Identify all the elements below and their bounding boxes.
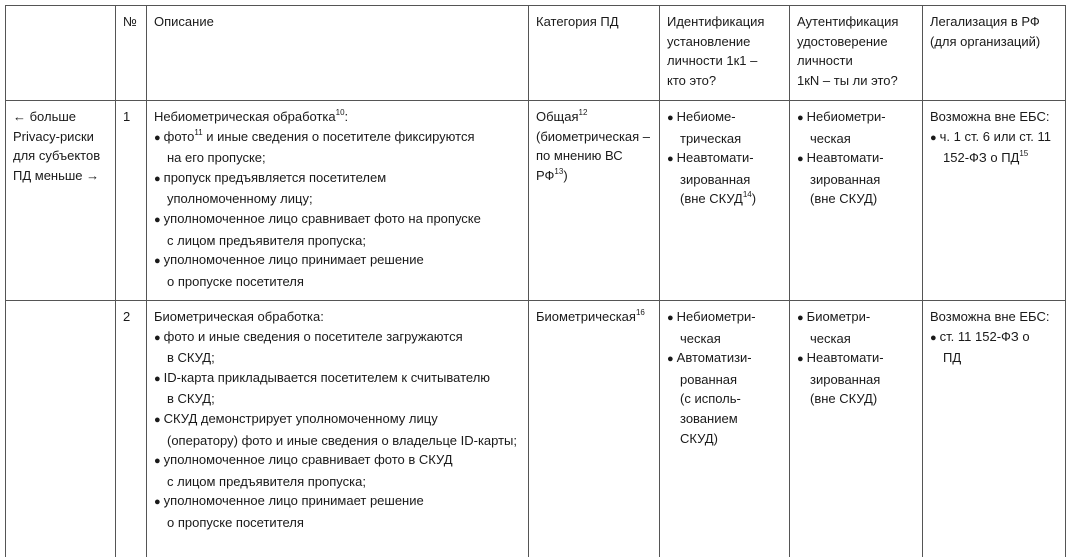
bullet-line [667, 307, 783, 329]
text-segment: Биометрическая [536, 309, 636, 324]
text-segment: уполномоченному лицу; [167, 191, 313, 206]
text-line [123, 12, 140, 32]
bullet-line [930, 148, 1059, 168]
bullet-icon: ● [797, 312, 804, 324]
bullet-line [154, 250, 522, 272]
bullet-line [667, 170, 783, 190]
bullet-line [667, 348, 783, 370]
bullet-icon: ● [154, 255, 161, 267]
footnote-ref[interactable]: 10 [336, 108, 345, 117]
text-segment: зированная [680, 172, 750, 187]
bullet-icon: ● [154, 414, 161, 426]
text-segment: Privacy-риски [13, 129, 94, 144]
bullet-icon: ● [154, 173, 161, 185]
cell-number [116, 301, 147, 557]
text-segment: фото [164, 129, 195, 144]
text-segment: удостоверение [797, 34, 888, 49]
text-segment: Легализация в РФ [930, 14, 1040, 29]
bullet-icon: ● [667, 312, 674, 324]
bullet-icon: ● [154, 214, 161, 226]
cell-identification [660, 301, 790, 557]
text-segment: Неавтомати- [677, 150, 754, 165]
text-line [536, 166, 653, 186]
cell-identification [660, 101, 790, 301]
text-segment: ) [563, 168, 567, 183]
bullet-line [797, 148, 916, 170]
text-segment: ← больше [13, 109, 76, 124]
bullet-line [667, 370, 783, 390]
text-segment: Возможна вне ЕБС: [930, 309, 1049, 324]
text-line [536, 307, 653, 327]
bullet-line [797, 107, 916, 129]
bullet-line [154, 409, 522, 431]
bullet-line [154, 127, 522, 149]
text-segment: ) [752, 191, 756, 206]
bullet-icon: ● [154, 132, 161, 144]
bullet-line [930, 327, 1059, 349]
text-segment: (биометрическая – [536, 129, 650, 144]
bullet-icon: ● [930, 332, 937, 344]
text-segment: уполномоченное лицо сравнивает фото в СКУД [164, 452, 453, 467]
text-line [930, 107, 1059, 127]
text-segment: о пропуске посетителя [167, 274, 304, 289]
text-segment: (вне СКУД) [810, 191, 877, 206]
text-segment: на его пропуске; [167, 150, 266, 165]
footnote-ref[interactable]: 12 [579, 108, 588, 117]
text-line [797, 12, 916, 32]
text-segment: ческая [680, 331, 721, 346]
text-line [930, 307, 1059, 327]
comparison-table [5, 5, 1066, 557]
text-line [13, 107, 109, 127]
cell-authentication [790, 301, 923, 557]
text-segment: Неавтомати- [807, 350, 884, 365]
text-segment: Аутентификация [797, 14, 898, 29]
footnote-ref[interactable]: 13 [554, 167, 563, 176]
text-segment: зированная [810, 172, 880, 187]
text-segment: Небиометрическая обработка [154, 109, 336, 124]
text-segment: зированная [810, 372, 880, 387]
text-segment: СКУД) [680, 431, 718, 446]
bullet-line [154, 450, 522, 472]
bullet-line [154, 348, 522, 368]
text-segment: трическая [680, 131, 741, 146]
text-segment: Небиометри- [807, 109, 886, 124]
bullet-line [667, 107, 783, 129]
text-segment: уполномоченное лицо сравнивает фото на пропуске [164, 211, 481, 226]
bullet-icon: ● [667, 112, 674, 124]
text-segment: (для организаций) [930, 34, 1040, 49]
text-segment: (с исполь- [680, 391, 741, 406]
text-segment: РФ [536, 168, 554, 183]
text-segment: с лицом предъявителя пропуска; [167, 474, 366, 489]
cell-description [147, 301, 529, 557]
text-segment: (оператору) фото и иные сведения о владельце ID-карты; [167, 433, 517, 448]
bullet-line [154, 491, 522, 513]
bullet-icon: ● [797, 353, 804, 365]
bullet-icon: ● [154, 332, 161, 344]
text-line [536, 107, 653, 127]
bullet-line [797, 329, 916, 349]
bullet-line [667, 429, 783, 449]
bullet-line [154, 272, 522, 292]
text-segment: личности 1к1 – [667, 53, 757, 68]
text-line [930, 32, 1059, 52]
bullet-line [797, 307, 916, 329]
bullet-line [667, 389, 783, 409]
cell-legalization [923, 301, 1066, 557]
header-cell-pd-category [529, 6, 660, 101]
cell-description [147, 101, 529, 301]
cell-risk-note [6, 301, 116, 557]
header-cell-legalization [923, 6, 1066, 101]
text-line [13, 146, 109, 166]
text-segment: пропуск предъявляется посетителем [164, 170, 387, 185]
bullet-line [154, 389, 522, 409]
bullet-line [154, 231, 522, 251]
bullet-icon: ● [667, 153, 674, 165]
text-segment: в СКУД; [167, 350, 215, 365]
text-line [13, 127, 109, 147]
text-segment: Небиоме- [677, 109, 736, 124]
text-line [667, 12, 783, 32]
cell-authentication [790, 101, 923, 301]
text-line [154, 307, 522, 327]
table-row [6, 101, 1066, 301]
text-line [13, 166, 109, 186]
text-line [536, 12, 653, 32]
text-segment: Неавтомати- [807, 150, 884, 165]
text-segment: ческая [810, 331, 851, 346]
bullet-line [154, 472, 522, 492]
text-segment: Небиометри- [677, 309, 756, 324]
text-segment: (вне СКУД [680, 191, 743, 206]
text-line [154, 107, 522, 127]
text-segment: ч. 1 ст. 6 или ст. 11 [940, 129, 1051, 144]
bullet-line [154, 168, 522, 190]
text-line [797, 32, 916, 52]
text-line [930, 12, 1059, 32]
text-line [123, 107, 140, 127]
text-segment: в СКУД; [167, 391, 215, 406]
text-line [123, 307, 140, 327]
text-segment: и иные сведения о посетителе фиксируются [203, 129, 475, 144]
bullet-icon: ● [930, 132, 937, 144]
bullet-icon: ● [154, 496, 161, 508]
text-segment: для субъектов [13, 148, 100, 163]
bullet-line [667, 129, 783, 149]
text-segment: установление [667, 34, 750, 49]
bullet-line [667, 189, 783, 209]
text-segment: Биометри- [807, 309, 871, 324]
cell-pd-category [529, 301, 660, 557]
text-segment: : [345, 109, 349, 124]
header-row [6, 6, 1066, 101]
header-cell-identification [660, 6, 790, 101]
footnote-ref[interactable]: 11 [194, 128, 202, 137]
text-line [667, 71, 783, 91]
bullet-line [667, 329, 783, 349]
text-segment: 2 [123, 309, 130, 324]
bullet-line [797, 170, 916, 190]
bullet-line [797, 389, 916, 409]
cell-number [116, 101, 147, 301]
bullet-line [154, 327, 522, 349]
text-line [797, 51, 916, 71]
text-segment: № [123, 14, 137, 29]
text-segment: ID-карта прикладывается посетителем к считывателю [164, 370, 490, 385]
text-segment: зованием [680, 411, 738, 426]
cell-pd-category [529, 101, 660, 301]
bullet-line [797, 129, 916, 149]
bullet-icon: ● [797, 112, 804, 124]
bullet-line [797, 348, 916, 370]
text-segment: 152-ФЗ о ПД [943, 150, 1019, 165]
bullet-line [154, 148, 522, 168]
footnote-ref[interactable]: 16 [636, 308, 645, 317]
bullet-line [797, 370, 916, 390]
header-cell-risk-note [6, 6, 116, 101]
bullet-line [154, 513, 522, 533]
header-cell-authentication [790, 6, 923, 101]
bullet-line [930, 348, 1059, 368]
text-segment: фото и иные сведения о посетителе загружаются [164, 329, 463, 344]
text-line [536, 146, 653, 166]
header-cell-description [147, 6, 529, 101]
bullet-line [797, 189, 916, 209]
text-segment: о пропуске посетителя [167, 515, 304, 530]
text-segment: Категория ПД [536, 14, 619, 29]
text-segment: Биометрическая обработка: [154, 309, 324, 324]
bullet-line [154, 368, 522, 390]
cell-risk-note [6, 101, 116, 301]
text-segment: с лицом предъявителя пропуска; [167, 233, 366, 248]
bullet-line [667, 148, 783, 170]
cell-legalization [923, 101, 1066, 301]
text-segment: личности [797, 53, 853, 68]
text-segment: уполномоченное лицо принимает решение [164, 252, 424, 267]
bullet-line [930, 127, 1059, 149]
text-segment: ПД [943, 350, 961, 365]
text-line [797, 71, 916, 91]
header-cell-number [116, 6, 147, 101]
bullet-icon: ● [154, 373, 161, 385]
text-line [154, 12, 522, 32]
text-segment: 1 [123, 109, 130, 124]
table-row [6, 301, 1066, 557]
text-segment: ПД меньше → [13, 168, 99, 183]
text-segment: (вне СКУД) [810, 391, 877, 406]
text-segment: Описание [154, 14, 214, 29]
text-line [536, 127, 653, 147]
text-segment: ст. 11 152-ФЗ о [940, 329, 1030, 344]
text-segment: 1кN – ты ли это? [797, 73, 898, 88]
text-segment: кто это? [667, 73, 716, 88]
footnote-ref[interactable]: 14 [743, 190, 752, 199]
bullet-line [154, 209, 522, 231]
text-segment: Возможна вне ЕБС: [930, 109, 1049, 124]
text-segment: СКУД демонстрирует уполномоченному лицу [164, 411, 438, 426]
text-segment: ческая [810, 131, 851, 146]
bullet-line [154, 431, 522, 451]
text-segment: Идентификация [667, 14, 764, 29]
bullet-icon: ● [797, 153, 804, 165]
text-segment: Автоматизи- [677, 350, 752, 365]
text-segment: Общая [536, 109, 579, 124]
text-line [667, 32, 783, 52]
text-segment: по мнению ВС [536, 148, 623, 163]
bullet-line [667, 409, 783, 429]
bullet-line [154, 189, 522, 209]
footnote-ref[interactable]: 15 [1019, 149, 1028, 158]
bullet-icon: ● [667, 353, 674, 365]
text-segment: уполномоченное лицо принимает решение [164, 493, 424, 508]
text-line [667, 51, 783, 71]
bullet-icon: ● [154, 455, 161, 467]
text-segment: рованная [680, 372, 737, 387]
